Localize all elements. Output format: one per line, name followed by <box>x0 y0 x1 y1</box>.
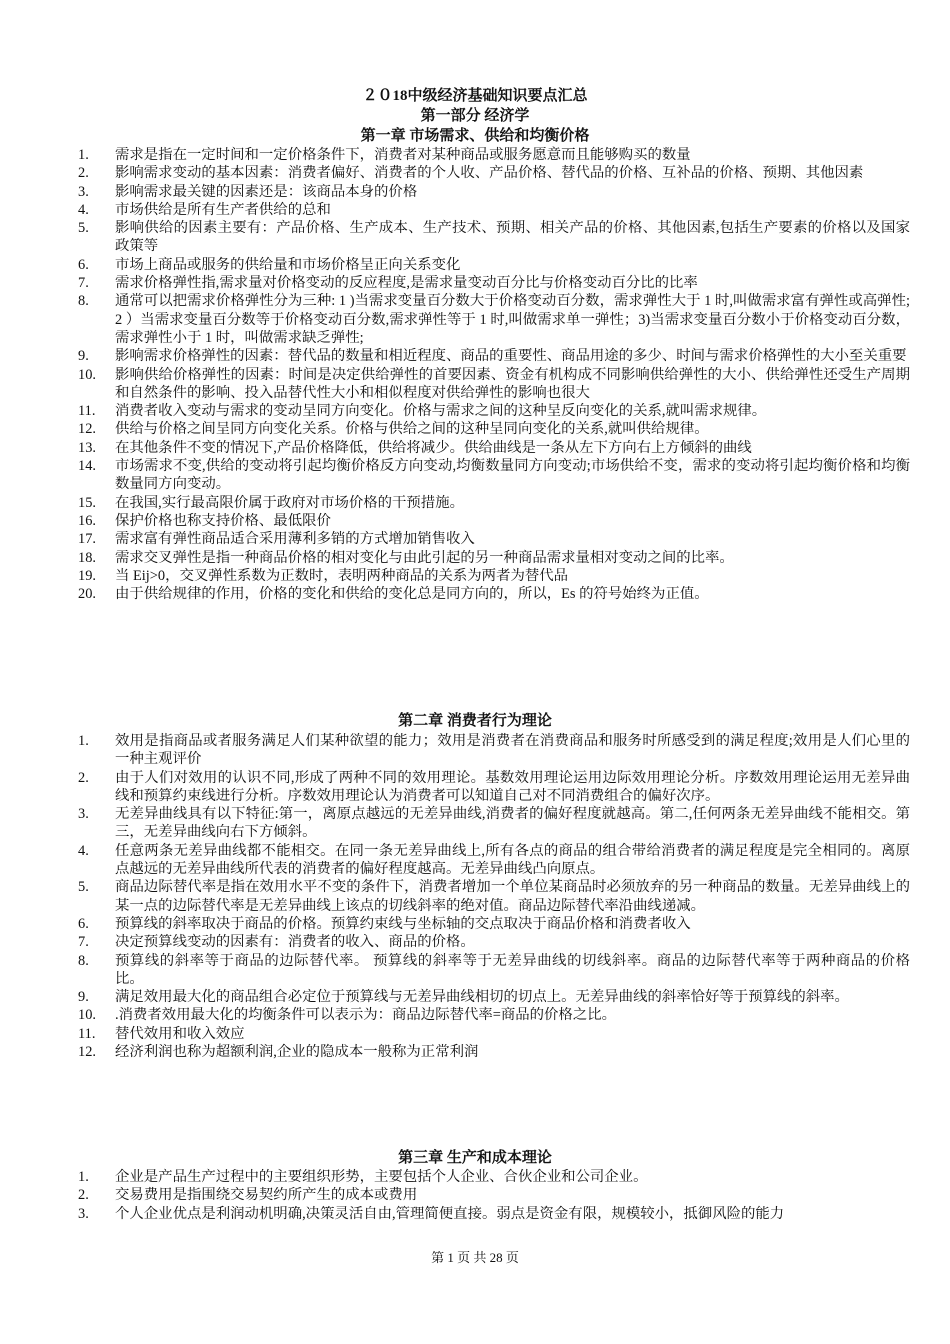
chapter-2-list <box>78 732 910 1061</box>
item-number: 10. <box>78 1007 96 1024</box>
item-text: 满足效用最大化的商品组合必定位于预算线与无差异曲线相切的切点上。无差异曲线的斜率恰好等于预算线的斜率。 <box>115 989 849 1006</box>
list-item <box>78 1006 910 1024</box>
item-text: 市场上商品或服务的供给量和市场价格呈正向关系变化 <box>115 256 461 273</box>
chapter-3-list <box>78 1168 910 1223</box>
list-item <box>78 347 910 365</box>
item-number: 4. <box>78 842 89 859</box>
item-number: 2. <box>78 769 89 786</box>
item-number: 5. <box>78 220 89 237</box>
item-number: 5. <box>78 879 89 896</box>
list-item <box>78 183 910 201</box>
chapter-1-title: 第一章 市场需求、供给和均衡价格 <box>360 128 590 144</box>
item-number: 1. <box>78 147 89 163</box>
list-item <box>78 933 910 951</box>
list-item <box>78 915 910 933</box>
item-text: 需求是指在一定时间和一定价格条件下，消费者对某种商品或服务愿意而且能够购买的数量 <box>115 147 691 163</box>
item-text: 需求价格弹性指,需求量对价格变动的反应程度,是需求量变动百分比与价格变动百分比的比率 <box>115 275 698 292</box>
item-number: 17. <box>78 531 96 548</box>
item-number: 9. <box>78 989 89 1006</box>
item-text: 市场供给是所有生产者供给的总和 <box>115 201 331 218</box>
item-text: .消费者效用最大化的均衡条件可以表示为：商品边际替代率=商品的价格之比。 <box>115 1007 616 1024</box>
item-text: 预算线的斜率等于商品的边际替代率。 预算线的斜率等于无差异曲线的切线斜率。商品的边际替代率等于两种商品的价格比。 <box>115 952 910 987</box>
list-item <box>78 201 910 219</box>
item-text: 无差异曲线具有以下特征:第一，离原点越远的无差异曲线,消费者的偏好程度就越高。第二,任何两条无差异曲线不能相交。第三，无差异曲线向右下方倾斜。 <box>115 806 910 841</box>
item-number: 7. <box>78 934 89 951</box>
item-text: 市场需求不变,供给的变动将引起均衡价格反方向变动,均衡数量同方向变动;市场供给不变，需求的变动将引起均衡价格和均衡数量同方向变动。 <box>115 458 910 493</box>
item-text: 消费者收入变动与需求的变动呈同方向变化。价格与需求之间的这种呈反向变化的关系,就叫需求规律。 <box>115 403 767 420</box>
list-item <box>78 512 910 530</box>
list-item <box>78 805 910 842</box>
list-item <box>78 292 910 347</box>
part-title: 第一部分 经济学 <box>420 108 530 124</box>
chapter-1-list <box>78 146 910 603</box>
chapter-2-title: 第二章 消费者行为理论 <box>398 713 552 729</box>
item-number: 1. <box>78 1169 89 1185</box>
list-item <box>78 494 910 512</box>
item-text: 经济利润也称为超额利润,企业的隐成本一般称为正常利润 <box>115 1044 479 1061</box>
list-item <box>78 146 910 164</box>
list-item <box>78 842 910 879</box>
item-text: 效用是指商品或者服务满足人们某种欲望的能力；效用是消费者在消费商品和服务时所感受到的满足程度;效用是人们心里的一种主观评价 <box>115 733 910 768</box>
item-text: 保护价格也称支持价格、最低限价 <box>115 512 331 529</box>
list-item <box>78 1168 910 1186</box>
item-text: 通常可以把需求价格弹性分为三种: 1 )当需求变量百分数大于价格变动百分数，需求弹性大于 1 时,叫做需求富有弹性或高弹性; 2 ）当需求变量百分数等于价格变动百分数,需求弹性等于 1 时,叫做需求单一弹性；3)当需求变量百分数小于价格变动百分数，需求弹性小于 1 时，叫做需求缺乏弹性; <box>115 293 910 346</box>
item-number: 10. <box>78 366 96 383</box>
list-item <box>78 1205 910 1223</box>
document-title: ２０18中级经济基础知识要点汇总 <box>362 88 588 104</box>
list-item <box>78 256 910 274</box>
list-item <box>78 1025 910 1043</box>
item-text: 当 Eij>0，交叉弹性系数为正数时，表明两种商品的关系为两者为替代品 <box>115 567 569 584</box>
list-item <box>78 549 910 567</box>
item-text: 替代效用和收入效应 <box>115 1025 245 1042</box>
item-number: 8. <box>78 952 89 969</box>
item-text: 在我国,实行最高限价属于政府对市场价格的干预措施。 <box>115 494 464 511</box>
list-item <box>78 567 910 585</box>
item-number: 1. <box>78 733 89 749</box>
item-number: 11. <box>78 1025 96 1042</box>
item-number: 3. <box>78 806 89 823</box>
item-number: 12. <box>78 421 96 438</box>
item-text: 需求交叉弹性是指一种商品价格的相对变化与由此引起的另一种商品需求量相对变动之间的比率。 <box>115 549 734 566</box>
item-number: 2. <box>78 1187 89 1204</box>
list-item <box>78 1186 910 1204</box>
item-number: 18. <box>78 549 96 566</box>
item-number: 2. <box>78 165 89 182</box>
list-item <box>78 219 910 256</box>
item-text: 影响供给价格弹性的因素：时间是决定供给弹性的首要因素、资金有机构成不同影响供给弹性的大小、供给弹性还受生产周期和自然条件的影响、投入品替代性大小和相似程度对供给弹性的影响也很大 <box>115 366 910 401</box>
item-text: 任意两条无差异曲线都不能相交。在同一条无差异曲线上,所有各点的商品的组合带给消费者的满足程度是完全相同的。离原点越远的无差异曲线所代表的消费者的偏好程度越高。无差异曲线凸向原点。 <box>115 842 910 878</box>
item-text: 影响需求最关键的因素还是：该商品本身的价格 <box>115 183 418 200</box>
list-item <box>78 530 910 548</box>
list-item <box>78 420 910 438</box>
item-number: 12. <box>78 1044 96 1061</box>
item-number: 6. <box>78 256 89 273</box>
item-number: 16. <box>78 512 96 529</box>
list-item <box>78 878 910 915</box>
page-footer: 第 1 页 共 28 页 <box>431 1250 519 1265</box>
item-text: 由于人们对效用的认识不同,形成了两种不同的效用理论。基数效用理论运用边际效用理论分析。序数效用理论运用无差异曲线和预算约束线进行分析。序数效用理论认为消费者可以知道自己对不同消费组合的偏好次序。 <box>115 769 910 804</box>
document-header <box>0 86 950 146</box>
item-number: 14. <box>78 458 96 475</box>
item-number: 11. <box>78 403 96 420</box>
item-text: 影响供给的因素主要有：产品价格、生产成本、生产技术、预期、相关产品的价格、其他因素,包括生产要素的价格以及国家政策等 <box>115 220 910 255</box>
item-text: 需求富有弹性商品适合采用薄利多销的方式增加销售收入 <box>115 531 475 548</box>
item-number: 4. <box>78 201 89 218</box>
item-text: 交易费用是指围绕交易契约所产生的成本或费用 <box>115 1187 418 1204</box>
item-text: 个人企业优点是利润动机明确,决策灵活自由,管理简便直接。弱点是资金有限，规模较小，抵御风险的能力 <box>115 1205 785 1222</box>
item-number: 19. <box>78 567 96 584</box>
item-text: 商品边际替代率是指在效用水平不变的条件下，消费者增加一个单位某商品时必须放弃的另一种商品的数量。无差异曲线上的某一点的边际替代率是无差异曲线上该点的切线斜率的绝对值。商品边际替代率沿曲线递减。 <box>115 879 910 914</box>
item-text: 在其他条件不变的情况下,产品价格降低，供给将减少。供给曲线是一条从左下方向右上方倾斜的曲线 <box>115 439 752 456</box>
item-text: 供给与价格之间呈同方向变化关系。价格与供给之间的这种呈同向变化的关系,就叫供给规律。 <box>115 421 709 438</box>
list-item <box>78 585 910 603</box>
item-number: 3. <box>78 183 89 200</box>
list-item <box>78 732 910 769</box>
item-text: 影响需求价格弹性的因素：替代品的数量和相近程度、商品的重要性、商品用途的多少、时间与需求价格弹性的大小至关重要 <box>115 348 907 365</box>
item-text: 由于供给规律的作用，价格的变化和供给的变化总是同方向的，所以，Es 的符号始终为正值。 <box>115 586 709 603</box>
item-text: 预算线的斜率取决于商品的价格。预算约束线与坐标轴的交点取决于商品价格和消费者收入 <box>115 915 691 932</box>
list-item <box>78 988 910 1006</box>
item-number: 3. <box>78 1205 89 1222</box>
item-text: 企业是产品生产过程中的主要组织形势，主要包括个人企业、合伙企业和公司企业。 <box>115 1169 648 1185</box>
item-number: 8. <box>78 293 89 310</box>
list-item <box>78 274 910 292</box>
item-number: 20. <box>78 586 96 603</box>
item-number: 6. <box>78 915 89 932</box>
list-item <box>78 769 910 806</box>
list-item <box>78 457 910 494</box>
list-item <box>78 366 910 403</box>
item-text: 决定预算线变动的因素有：消费者的收入、商品的价格。 <box>115 934 475 951</box>
list-item <box>78 1043 910 1061</box>
item-number: 7. <box>78 275 89 292</box>
item-number: 13. <box>78 439 96 456</box>
chapter-3-title: 第三章 生产和成本理论 <box>398 1150 552 1166</box>
item-number: 15. <box>78 494 96 511</box>
item-text: 影响需求变动的基本因素：消费者偏好、消费者的个人收、产品价格、替代品的价格、互补品的价格、预期、其他因素 <box>115 165 864 182</box>
item-number: 9. <box>78 348 89 365</box>
list-item <box>78 439 910 457</box>
list-item <box>78 402 910 420</box>
list-item <box>78 164 910 182</box>
list-item <box>78 952 910 989</box>
